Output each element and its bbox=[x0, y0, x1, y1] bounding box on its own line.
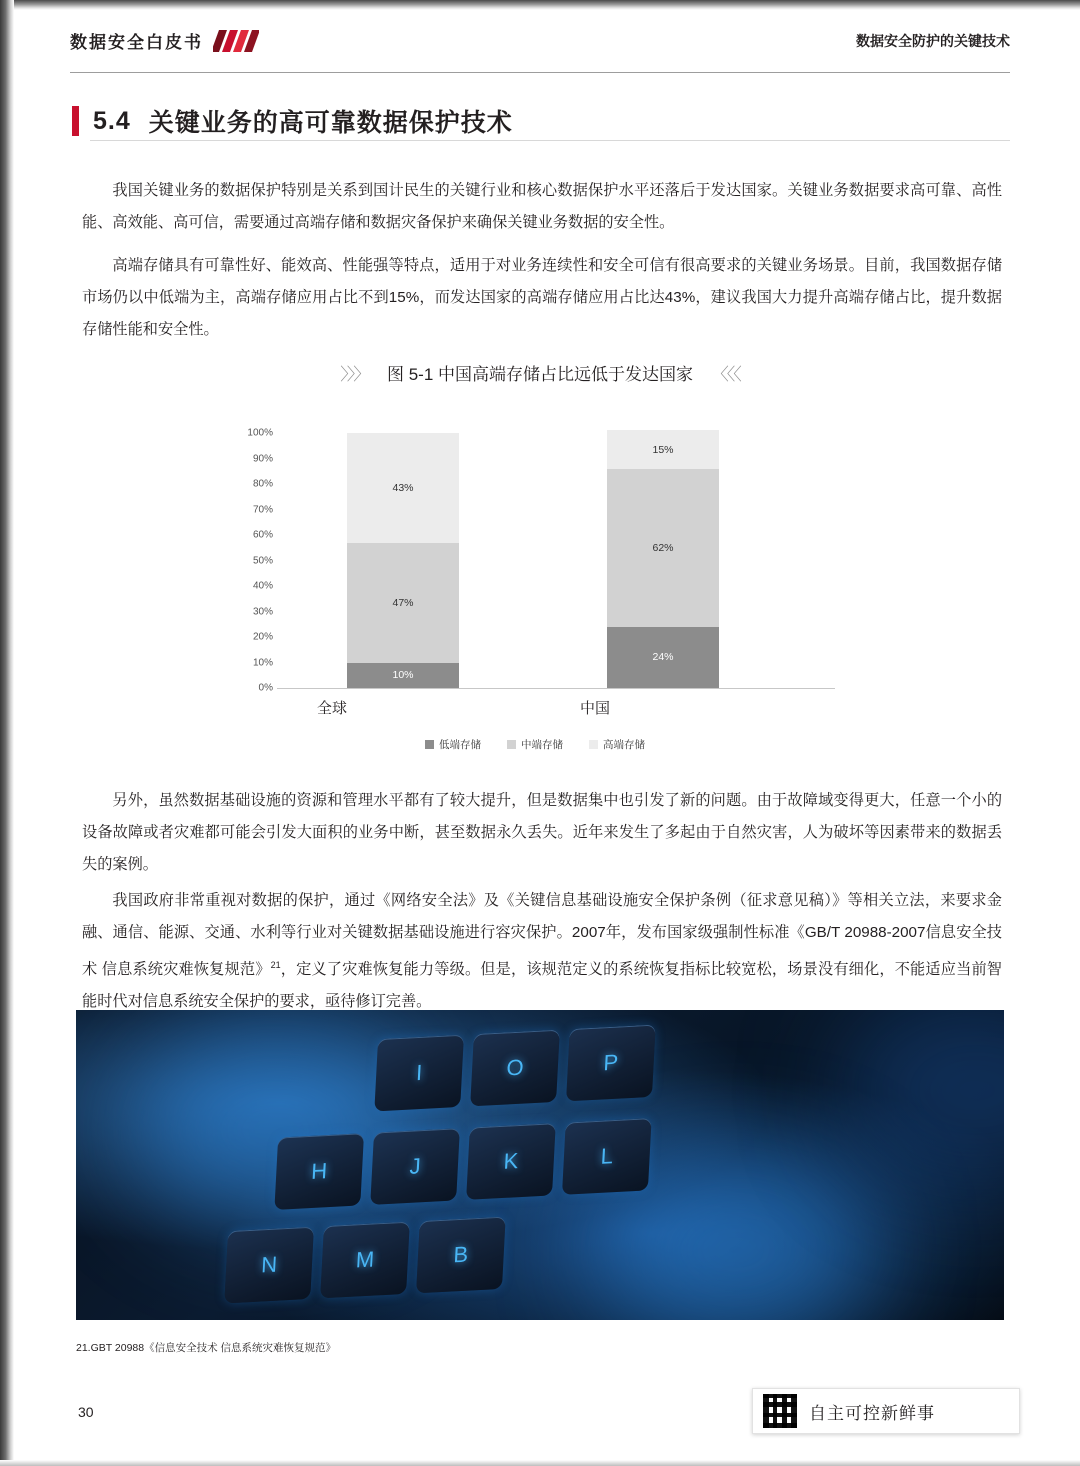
book-title: 数据安全白皮书 bbox=[70, 33, 203, 52]
keyboard-key: M bbox=[320, 1222, 410, 1299]
keyboard-key: K bbox=[466, 1123, 556, 1200]
chapter-title: 数据安全防护的关键技术 bbox=[856, 33, 1010, 49]
bar-stack bbox=[607, 430, 719, 688]
section-divider bbox=[90, 140, 1010, 141]
body-paragraph-4-tail: ，定义了灾难恢复能力等级。但是，该规范定义的系统恢复指标比较宽松，场景没有细化，不能适应当前智能时代对信息系统安全保护的要求，亟待修订完善。 bbox=[82, 961, 1002, 1011]
y-axis-tick: 10% bbox=[252, 657, 273, 668]
wechat-badge[interactable] bbox=[752, 1388, 1020, 1434]
section-accent-bar bbox=[72, 106, 79, 136]
legend-swatch bbox=[425, 740, 434, 749]
bar-segment: 62% bbox=[607, 469, 719, 627]
body-paragraph-4 bbox=[82, 885, 1002, 1018]
bar-stack bbox=[347, 433, 459, 688]
header-left-group bbox=[70, 28, 259, 53]
scan-edge-bottom bbox=[0, 1460, 1080, 1466]
legend-label: 低端存储 bbox=[439, 739, 481, 751]
bar-segment: 24% bbox=[607, 627, 719, 688]
keyboard-key: N bbox=[224, 1227, 314, 1304]
figure-caption bbox=[0, 360, 1080, 385]
bar-segment: 10% bbox=[347, 663, 459, 689]
red-slash-mark-icon bbox=[213, 30, 259, 52]
legend-item bbox=[589, 737, 645, 752]
body-paragraph-4-main: 我国政府非常重视对数据的保护，通过《网络安全法》及《关键信息基础设施安全保护条例（征求意见稿）》等相关立法，来要求金融、通信、能源、交通、水利等行业对关键数据基础设施进行容灾保护。2007年，发布国家级强制性标准《GB/T 20988-2007信息安全技术 信息系统灾难恢复规范》 bbox=[82, 892, 1002, 979]
y-axis-tick: 60% bbox=[252, 529, 273, 541]
keyboard-key: H bbox=[274, 1133, 364, 1210]
body-paragraph-1: 我国关键业务的数据保护特别是关系到国计民生的关键行业和核心数据保护水平还落后于发达国家。关键业务数据要求高可靠、高性能、高效能、高可信，需要通过高端存储和数据灾备保护来确保关键业务数据的安全性。 bbox=[82, 182, 1002, 231]
bar-segment: 15% bbox=[607, 430, 719, 468]
chart-plot-area bbox=[277, 433, 835, 689]
scan-edge-top bbox=[0, 0, 1080, 10]
legend-swatch bbox=[589, 740, 598, 749]
footnote-marker: 21 bbox=[270, 960, 281, 970]
qr-code-icon bbox=[763, 1394, 797, 1428]
figure-caption-text: 图 5-1 中国高端存储占比远低于发达国家 bbox=[386, 365, 694, 384]
chevron-right-icon: 〉〉〉 bbox=[340, 365, 369, 384]
stacked-bar-chart bbox=[225, 425, 845, 755]
legend-item bbox=[507, 737, 563, 752]
y-axis-tick: 50% bbox=[252, 555, 273, 566]
y-axis-tick: 0% bbox=[258, 682, 273, 694]
chart-legend bbox=[225, 737, 845, 752]
y-axis-tick: 70% bbox=[252, 504, 273, 515]
page-number: 30 bbox=[78, 1404, 94, 1420]
y-axis-tick: 30% bbox=[252, 606, 273, 617]
legend-swatch bbox=[507, 740, 516, 749]
legend-label: 高端存储 bbox=[603, 739, 645, 751]
x-axis-label-0: 全球 bbox=[316, 700, 347, 717]
body-paragraph-2: 高端存储具有可靠性好、能效高、性能强等特点，适用于对业务连续性和安全可信有很高要求的关键业务场景。目前，我国数据存储市场仍以中低端为主，高端存储应用占比不到15%，而发达国家的高端存储应用占比达43%，建议我国大力提升高端存储占比，提升数据存储性能和安全性。 bbox=[82, 257, 1002, 338]
keyboard-row-1 bbox=[374, 1025, 655, 1111]
bar-segment: 43% bbox=[347, 433, 459, 543]
keyboard-key: I bbox=[374, 1035, 464, 1112]
y-axis-tick: 90% bbox=[252, 453, 273, 464]
keyboard-key: B bbox=[416, 1217, 506, 1294]
photo-glow bbox=[836, 1010, 1004, 1190]
y-axis-tick: 80% bbox=[252, 478, 273, 490]
y-axis bbox=[225, 427, 273, 694]
body-paragraph-3: 另外，虽然数据基础设施的资源和管理水平都有了较大提升，但是数据集中也引发了新的问题。由于故障域变得更大，任意一个小的设备故障或者灾难都可能会引发大面积的业务中断，甚至数据永久丢失。近年来发生了多起由于自然灾害，人为破坏等因素带来的数据丢失的案例。 bbox=[82, 792, 1002, 873]
section-number: 5.4 bbox=[93, 106, 131, 135]
scan-edge-left bbox=[0, 0, 14, 1466]
keyboard-key: L bbox=[562, 1118, 652, 1195]
section-heading bbox=[72, 100, 1012, 142]
wechat-account-name: 自主可控新鲜事 bbox=[809, 1403, 935, 1423]
x-axis-label-1: 中国 bbox=[579, 700, 610, 717]
chevron-left-icon: 〈〈〈 bbox=[711, 365, 740, 384]
keyboard-row-3 bbox=[224, 1217, 505, 1303]
y-axis-tick: 100% bbox=[247, 427, 273, 439]
legend-label: 中端存储 bbox=[521, 739, 563, 751]
footnote-text: 21.GBT 20988《信息安全技术 信息系统灾难恢复规范》 bbox=[76, 1342, 337, 1354]
bar-segment: 47% bbox=[347, 543, 459, 663]
y-axis-tick: 20% bbox=[252, 631, 273, 643]
page-header bbox=[70, 28, 1010, 73]
keyboard-key: J bbox=[370, 1128, 460, 1205]
page-title: 关键业务的高可靠数据保护技术 bbox=[148, 109, 513, 137]
keyboard-key: O bbox=[470, 1030, 560, 1107]
backlit-keyboard-photo bbox=[76, 1010, 1004, 1320]
legend-item bbox=[425, 737, 481, 752]
y-axis-tick: 40% bbox=[252, 580, 273, 592]
keyboard-key: P bbox=[566, 1025, 656, 1102]
